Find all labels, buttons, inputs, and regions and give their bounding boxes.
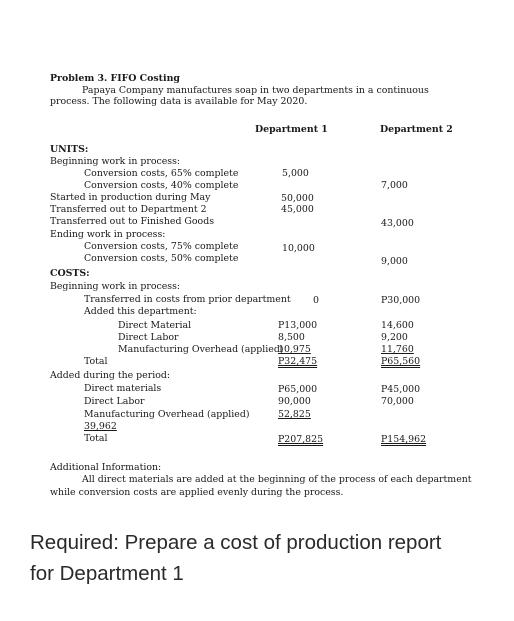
moh2-extra: 39,962 <box>84 421 117 432</box>
dm2-d1: P65,000 <box>278 384 318 395</box>
transferred-d2-label: Transferred out to Department 2 <box>50 204 207 215</box>
total2-d1: P207,825 <box>278 434 324 445</box>
units-heading: UNITS: <box>50 144 89 155</box>
added-during-period: Added during the period: <box>50 370 171 381</box>
moh2-d1: 52,825 <box>278 409 311 420</box>
dl2-d2: 70,000 <box>381 396 414 407</box>
costs-heading: COSTS: <box>50 268 90 279</box>
moh-d2: 11,760 <box>381 344 414 355</box>
dl2-label: Direct Labor <box>84 396 145 407</box>
conv75-d1: 10,000 <box>282 243 315 254</box>
costs-beginning-wip: Beginning work in process: <box>50 281 181 292</box>
intro-line-1: Papaya Company manufactures soap in two departments in a continuous <box>82 85 429 96</box>
column-header-dept2: Department 2 <box>380 124 453 135</box>
additional-line-1: All direct materials are added at the beginning of the process of each department <box>82 474 472 485</box>
dl-label: Direct Labor <box>118 332 179 343</box>
transferred-in-label: Transferred in costs from prior department <box>84 294 291 305</box>
transferred-fg-label: Transferred out to Finished Goods <box>50 216 215 227</box>
additional-line-2: while conversion costs are applied evenly during the process. <box>50 487 344 498</box>
moh-d1: 10,975 <box>278 344 311 355</box>
started-d1: 50,000 <box>281 193 314 204</box>
conv75-label: Conversion costs, 75% complete <box>84 241 239 252</box>
column-header-dept1: Department 1 <box>255 124 328 135</box>
total2-label: Total <box>84 433 108 444</box>
total-d1: P32,475 <box>278 356 318 367</box>
total-d2: P65,560 <box>381 356 421 367</box>
dl-d2: 9,200 <box>381 332 408 343</box>
dm2-label: Direct materials <box>84 383 162 394</box>
required-line-1: Required: Prepare a cost of production report <box>30 531 442 554</box>
problem-title: Problem 3. FIFO Costing <box>50 73 180 84</box>
moh-label: Manufacturing Overhead (applied) <box>118 344 284 355</box>
transferred-fg-d2: 43,000 <box>381 218 414 229</box>
dm2-d2: P45,000 <box>381 384 421 395</box>
conv65-label: Conversion costs, 65% complete <box>84 168 239 179</box>
transferred-d2-d1: 45,000 <box>281 204 314 215</box>
conv50-d2: 9,000 <box>381 256 408 267</box>
additional-heading: Additional Information: <box>50 462 162 473</box>
dl2-d1: 90,000 <box>278 396 311 407</box>
intro-line-2: process. The following data is available for May 2020. <box>50 96 308 107</box>
conv40-d2: 7,000 <box>381 180 408 191</box>
conv40-label: Conversion costs, 40% complete <box>84 180 239 191</box>
dm-d1: P13,000 <box>278 320 318 331</box>
moh2-label: Manufacturing Overhead (applied) <box>84 409 250 420</box>
conv65-d1: 5,000 <box>282 168 309 179</box>
dm-d2: 14,600 <box>381 320 414 331</box>
units-ending-wip: Ending work in process: <box>50 229 166 240</box>
started-label: Started in production during May <box>50 192 211 203</box>
required-line-2: for Department 1 <box>30 562 184 585</box>
total-label: Total <box>84 356 108 367</box>
dm-label: Direct Material <box>118 320 192 331</box>
conv50-label: Conversion costs, 50% complete <box>84 253 239 264</box>
transferred-in-d1: 0 <box>313 295 319 306</box>
added-this-department: Added this department: <box>84 306 197 317</box>
transferred-in-d2: P30,000 <box>381 295 421 306</box>
total2-d2: P154,962 <box>381 434 427 445</box>
dl-d1: 8,500 <box>278 332 305 343</box>
units-beginning-wip: Beginning work in process: <box>50 156 181 167</box>
